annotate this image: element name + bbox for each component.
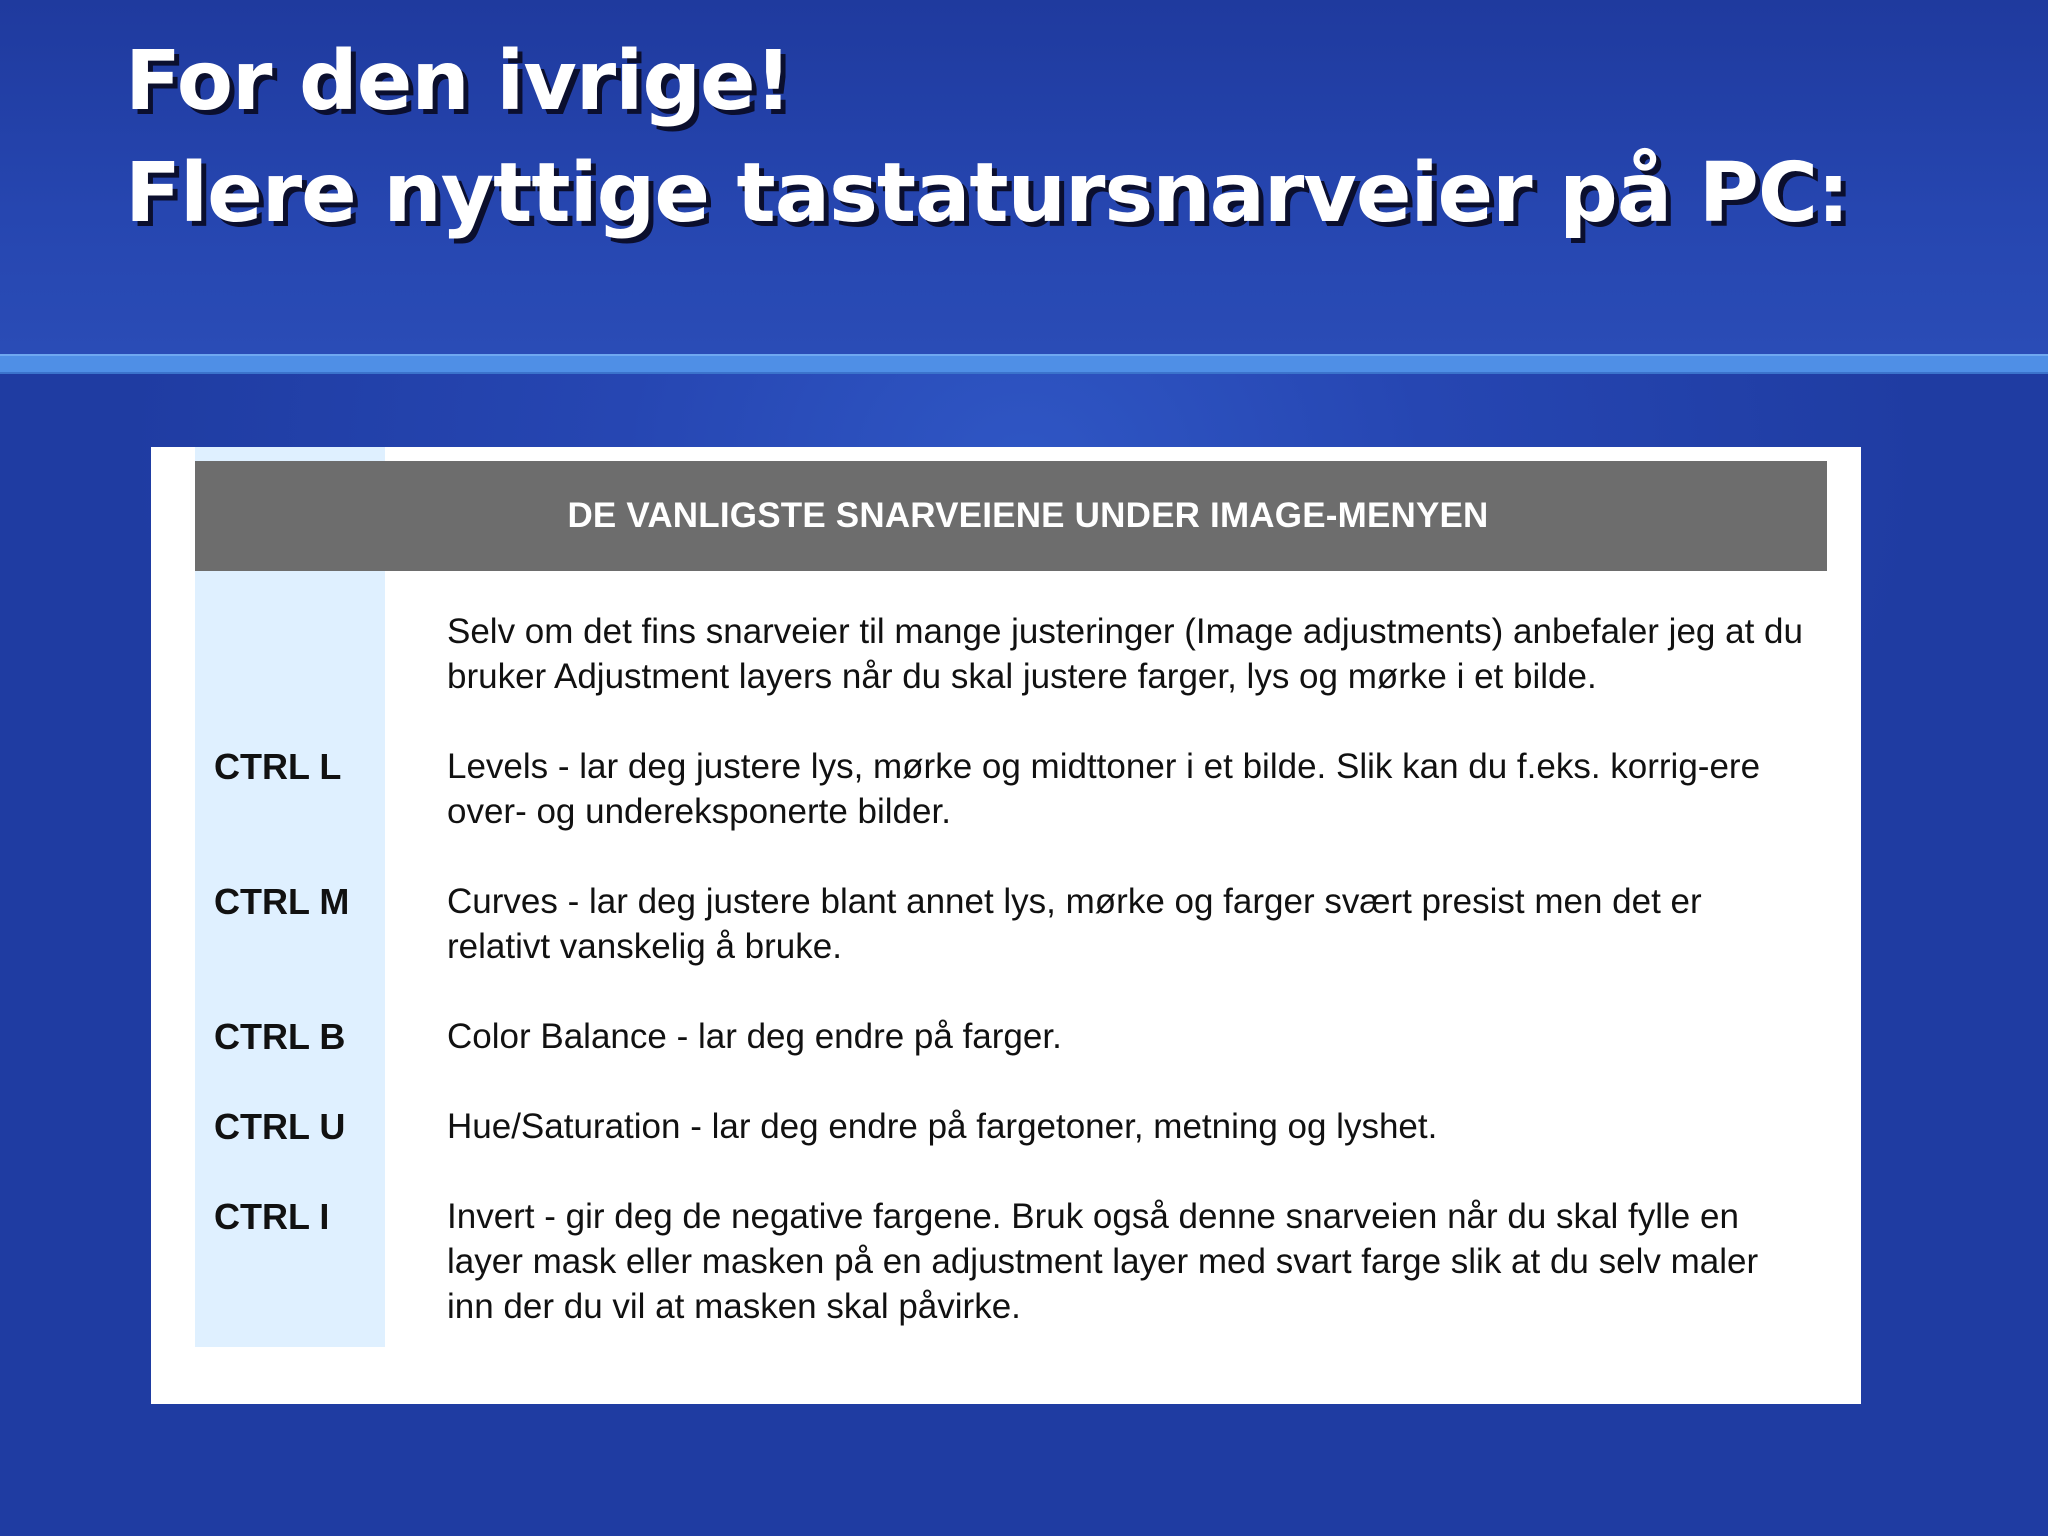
shortcut-table-card — [151, 447, 1861, 1404]
shortcut-description: Levels - lar deg justere lys, mørke og midttoner i et bilde. Slik kan du f.eks. korrig-ere over- og undereksponerte bilder. — [447, 747, 1761, 831]
shortcut-key: CTRL U — [214, 1106, 346, 1147]
title-divider — [0, 354, 2048, 374]
slide-title-line-1: For den ivrige! — [125, 34, 792, 129]
intro-text: Selv om det fins snarveier til mange justeringer (Image adjustments) anbefaler jeg at du bruker Adjustment layers når du skal justere farger, lys og mørke i et bilde. — [447, 612, 1803, 696]
shortcut-key: CTRL I — [214, 1196, 330, 1237]
shortcut-description: Invert - gir deg de negative fargene. Bruk også denne snarveien når du skal fylle en layer mask eller masken på en adjustment layer med svart farge slik at du selv maler inn der du vil at masken skal påvirke. — [447, 1197, 1759, 1326]
slide-title-line-2: Flere nyttige tastatursnarveier på PC: — [125, 146, 1849, 241]
shortcut-key: CTRL L — [214, 746, 342, 787]
shortcut-key: CTRL B — [214, 1016, 346, 1057]
table-header: DE VANLIGSTE SNARVEIENE UNDER IMAGE-MENYEN — [195, 461, 1827, 571]
shortcut-key: CTRL M — [214, 881, 350, 922]
shortcut-description: Hue/Saturation - lar deg endre på fargetoner, metning og lyshet. — [447, 1107, 1438, 1146]
title-band — [0, 0, 2048, 354]
shortcut-description: Curves - lar deg justere blant annet lys, mørke og farger svært presist men det er relativt vanskelig å bruke. — [447, 882, 1702, 966]
shortcut-description: Color Balance - lar deg endre på farger. — [447, 1017, 1062, 1056]
